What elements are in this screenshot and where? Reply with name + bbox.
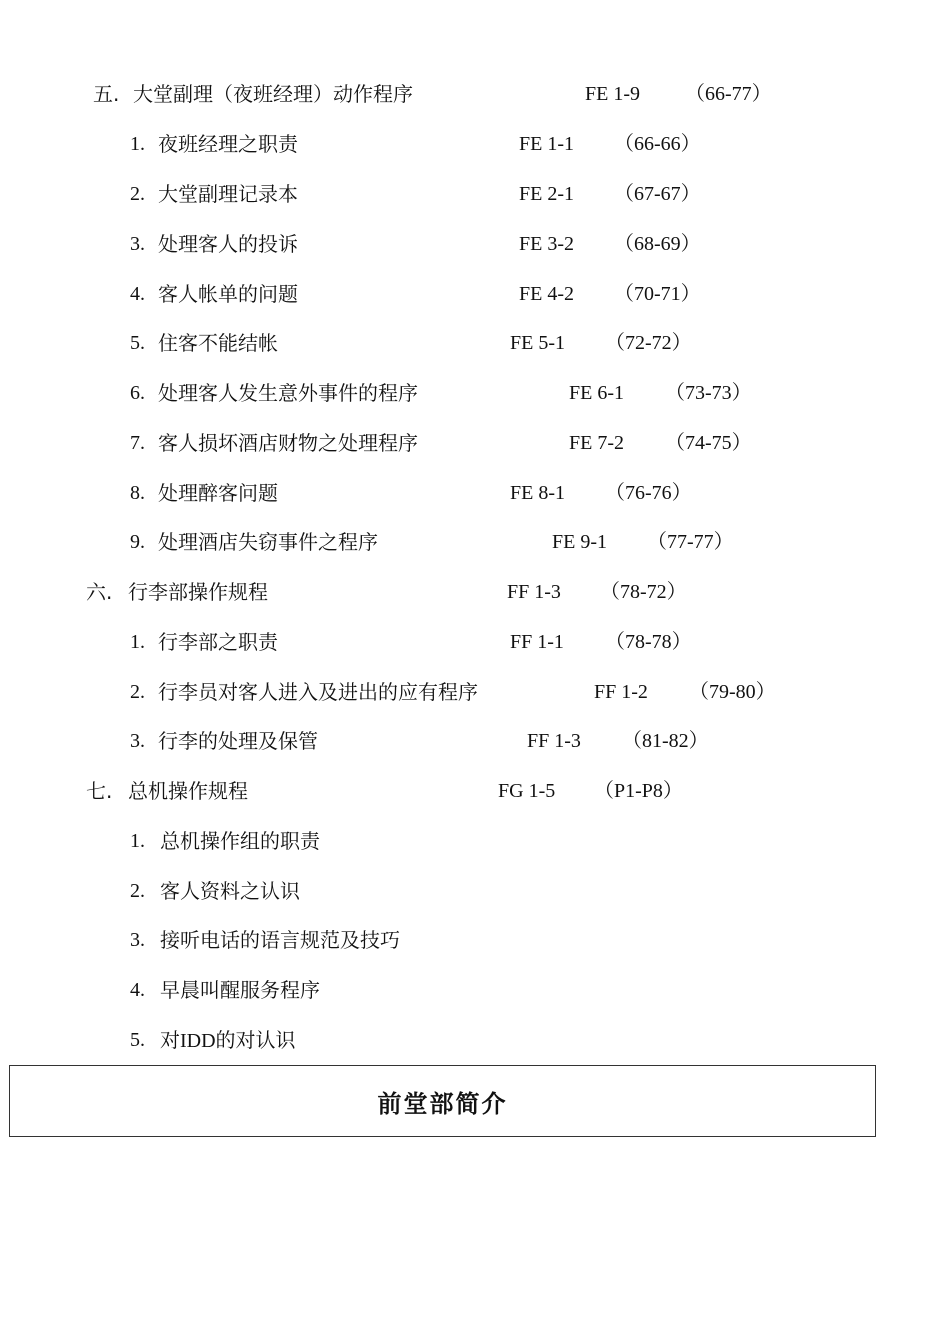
toc-code: FE 1-1 [519, 133, 574, 155]
toc-title: 客人损坏酒店财物之处理程序 [158, 431, 418, 455]
toc-number: 六. [86, 580, 113, 604]
toc-pages: （66-77） [685, 83, 772, 105]
toc-pages: （81-82） [622, 730, 709, 752]
section-heading: 前堂部简介 [377, 1088, 508, 1118]
toc-title [160, 1025, 296, 1056]
toc-item-5-3 [130, 229, 830, 259]
toc-number: 8. [130, 482, 145, 504]
toc-code: FG 1-5 [498, 780, 556, 802]
toc-number: 4. [130, 979, 145, 1001]
toc-title: 行李部之职责 [158, 630, 278, 654]
toc-pages: （78-78） [605, 631, 692, 653]
toc-item-5-9 [130, 527, 840, 557]
toc-title: 处理客人的投诉 [158, 232, 298, 256]
toc-pages: （76-76） [605, 482, 692, 504]
toc-code: FF 1-2 [594, 681, 648, 703]
toc-title: 大堂副理记录本 [158, 182, 298, 206]
toc-title: 行李的处理及保管 [158, 729, 318, 753]
toc-number: 五. [93, 82, 120, 106]
toc-pages: （77-77） [647, 531, 734, 553]
toc-title: 住客不能结帐 [158, 331, 278, 355]
toc-item-7-1 [130, 826, 630, 856]
toc-code: FE 4-2 [519, 283, 574, 305]
toc-item-7-2 [130, 876, 630, 906]
toc-item-6-2 [130, 677, 850, 707]
toc-number: 9. [130, 531, 145, 553]
toc-item-6-1 [130, 627, 830, 657]
toc-title: 夜班经理之职责 [158, 132, 298, 156]
toc-number: 3. [130, 730, 145, 752]
toc-title: 行李部操作规程 [128, 580, 268, 604]
toc-number: 3. [130, 233, 145, 255]
toc-pages: （74-75） [665, 432, 752, 454]
toc-number: 1. [130, 830, 145, 852]
toc-number: 6. [130, 382, 145, 404]
toc-code: FE 7-2 [569, 432, 624, 454]
toc-pages: （P1-P8） [594, 780, 683, 802]
toc-title-part: 对 [160, 1028, 180, 1052]
toc-title: 早晨叫醒服务程序 [160, 978, 320, 1002]
toc-title: 处理客人发生意外事件的程序 [158, 381, 418, 405]
toc-item-5-8 [130, 478, 830, 508]
toc-pages: （72-72） [605, 332, 692, 354]
toc-pages: （70-71） [614, 283, 701, 305]
toc-code: FE 1-9 [585, 83, 640, 105]
toc-section-6 [86, 577, 806, 607]
toc-code: FF 1-3 [507, 581, 561, 603]
toc-item-7-4 [130, 975, 630, 1005]
toc-number: 2. [130, 183, 145, 205]
toc-number: 七. [86, 779, 113, 803]
toc-number: 4. [130, 283, 145, 305]
toc-title-idd: IDD [180, 1030, 216, 1052]
toc-item-5-4 [130, 279, 830, 309]
toc-title: 接听电话的语言规范及技巧 [160, 928, 400, 952]
toc-item-6-3 [130, 726, 840, 756]
toc-number: 3. [130, 929, 145, 951]
toc-number: 1. [130, 133, 145, 155]
toc-title: 处理酒店失窃事件之程序 [158, 530, 378, 554]
toc-title: 总机操作组的职责 [160, 829, 320, 853]
toc-item-7-3 [130, 925, 630, 955]
toc-number: 5. [130, 1029, 145, 1051]
toc-pages: （79-80） [689, 681, 776, 703]
toc-pages: （67-67） [614, 183, 701, 205]
toc-title: 客人帐单的问题 [158, 282, 298, 306]
toc-item-5-1 [130, 129, 830, 159]
toc-number: 1. [130, 631, 145, 653]
toc-pages: （73-73） [665, 382, 752, 404]
toc-title: 处理醉客问题 [158, 481, 278, 505]
toc-code: FE 3-2 [519, 233, 574, 255]
toc-item-5-6 [130, 378, 850, 408]
toc-section-7 [86, 776, 806, 806]
toc-pages: （68-69） [614, 233, 701, 255]
toc-code: FE 9-1 [552, 531, 607, 553]
toc-title-part: 的对认识 [215, 1028, 296, 1052]
toc-title: 总机操作规程 [128, 779, 248, 803]
toc-code: FE 5-1 [510, 332, 565, 354]
toc-title: 行李员对客人进入及进出的应有程序 [158, 680, 478, 704]
toc-code: FE 6-1 [569, 382, 624, 404]
toc-number: 2. [130, 681, 145, 703]
toc-section-5 [93, 79, 853, 109]
toc-code: FF 1-1 [510, 631, 564, 653]
toc-code: FE 8-1 [510, 482, 565, 504]
toc-code: FE 2-1 [519, 183, 574, 205]
toc-number: 2. [130, 880, 145, 902]
section-heading-box [9, 1065, 876, 1137]
toc-number: 7. [130, 432, 145, 454]
toc-item-5-7 [130, 428, 850, 458]
toc-item-5-2 [130, 179, 830, 209]
toc-title: 大堂副理（夜班经理）动作程序 [133, 82, 413, 106]
toc-pages: （78-72） [600, 581, 687, 603]
toc-item-7-5 [130, 1025, 630, 1055]
toc-code: FF 1-3 [527, 730, 581, 752]
toc-number: 5. [130, 332, 145, 354]
toc-item-5-5 [130, 328, 830, 358]
toc-pages: （66-66） [614, 133, 701, 155]
toc-title: 客人资料之认识 [160, 879, 300, 903]
